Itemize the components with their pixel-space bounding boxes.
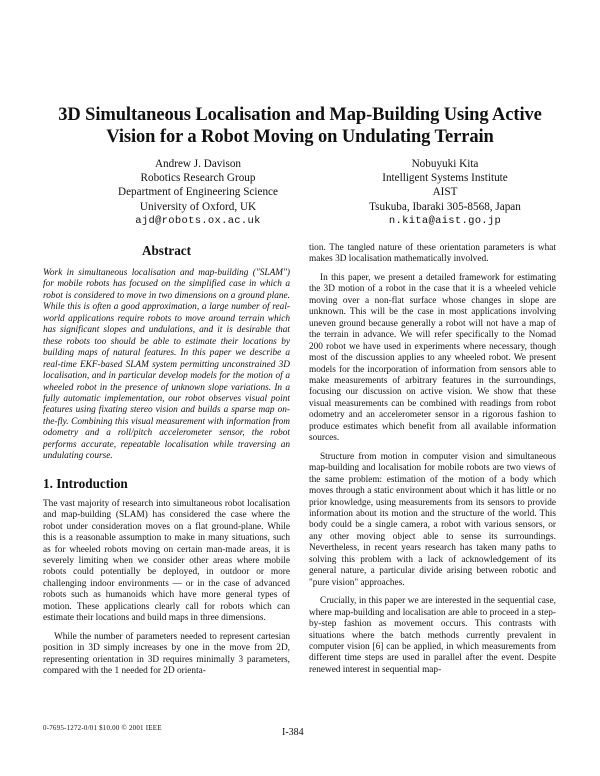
section-heading-introduction: 1. Introduction [43, 475, 128, 491]
copyright-notice: 0-7695-1272-0/01 $10.00 © 2001 IEEE [43, 724, 162, 732]
author-name: Andrew J. Davison [154, 158, 242, 170]
page-number: I-384 [282, 727, 304, 738]
author-department: Department of Engineering Science [118, 186, 278, 199]
abstract-heading: Abstract [141, 243, 192, 258]
author-university: Tsukuba, Ibaraki 305-8568, Japan [369, 200, 521, 213]
author-name: Nobuyuki Kita [411, 158, 479, 170]
abstract-text: Work in simultaneous localisation and map-building ("SLAM") for mobile robots has focused on the simplified case in which a robot is considered to move in two dimensions on a ground plane. While this is often a good approximation, a large number of real-world applications require robots to move around terrain which has significant slopes and undulations, and it is desirable that these robots too should be able to estimate their locations by building maps of natural features. In this paper we describe a real-time EKF-based SLAM system permitting unconstrained 3D localisation, and in particular develop models for the motion of a wheeled robot in the presence of unknown slope variations. In a fully automatic implementation, our robot observes visual point features using fixating stereo vision and builds a sparse map on-the-fly. Combining this visual measurement with information from odometry and a roll/pitch accelerometer sensor, the robot performs accurate, repeatable localisation while traversing an undulating course. [43, 268, 290, 462]
author-email[interactable]: ajd@robots.ox.ac.uk [135, 214, 261, 227]
author-department: AIST [432, 186, 458, 199]
title-line-2: Vision for a Robot Moving on Undulating Terrain [106, 127, 494, 147]
right-paragraph-3: Structure from motion in computer vision and simultaneous map-building and localisation for mobile robots are two views of the same problem: estimation of the motion of a body which moves through a static environment about which it has little or no prior knowledge, using measurements from its sensors to provide information about its motion and the structure of the world. This body could be a single camera, a robot with various sensors, or any other moving object able to sense its surroundings. Nevertheless, in recent years research has taken many paths to solving this problem with a lack of acknowledgement of its general nature, a particular divide arising between robotic and "pure vision" approaches. [309, 451, 556, 588]
intro-paragraph-2: While the number of parameters needed to represent cartesian position in 3D simply increases by one in the move from 2D, representing orientation in 3D requires minimally 3 parameters, compared with the 1 needed for 2D orienta- [43, 631, 290, 677]
intro-paragraph-1: The vast majority of research into simultaneous robot localisation and map-building (SLAM) has considered the case where the robot under consideration moves on a flat ground-plane. While this is a reasonable assumption to make in many situations, such as for wheeled robots moving on certain man-made areas, it is severely limiting when we consider other areas where mobile robots could potentially be deployed, in outdoor or more challenging indoor environments — or in the case of advanced robots such as humanoids which have more general types of motion. These applications clearly call for robots which can estimate their locations and build maps in three dimensions. [43, 498, 290, 624]
author-block-2 [330, 157, 560, 228]
author-group: Robotics Research Group [140, 172, 256, 185]
right-column [309, 243, 556, 676]
left-column [43, 243, 290, 678]
author-email[interactable]: n.kita@aist.go.jp [388, 214, 502, 227]
right-paragraph-4: Crucially, in this paper we are interested in the sequential case, where map-building and localisation are able to proceed in a step-by-step fashion as movement occurs. This contrasts with situations where the batch methods currently prevalent in computer vision [6] can be applied, in which measurements from different time steps are used in parallel after the event. Despite renewed interest in sequential map- [309, 596, 556, 675]
author-university: University of Oxford, UK [139, 200, 257, 213]
paper-title [40, 104, 560, 148]
right-paragraph-1: tion. The tangled nature of these orientation parameters is what makes 3D localisation mathematically involved. [309, 243, 556, 265]
author-group: Intelligent Systems Institute [382, 172, 508, 185]
author-block-1 [98, 157, 298, 228]
right-paragraph-2: In this paper, we present a detailed framework for estimating the 3D motion of a robot in the case that it is a wheeled vehicle moving over a non-flat surface whose changes in slope are unknown. This will be the case in most applications involving uneven ground because generally a robot will not have a map of the terrain in advance. We will refer specifically to the Nomad 200 robot we have used in experiments where necessary, though most of the discussion applies to any wheeled robot. We present models for the incorporation of information from sensors able to make measurements of arbitrary features in the surroundings, focusing our discussion on active vision. We show that these visual measurements can be combined with readings from robot odometry and an accelerometer sensor in a rigorous fashion to produce estimates which benefit from all available information sources. [309, 272, 556, 444]
title-line-1: 3D Simultaneous Localisation and Map-Building Using Active [58, 105, 542, 125]
